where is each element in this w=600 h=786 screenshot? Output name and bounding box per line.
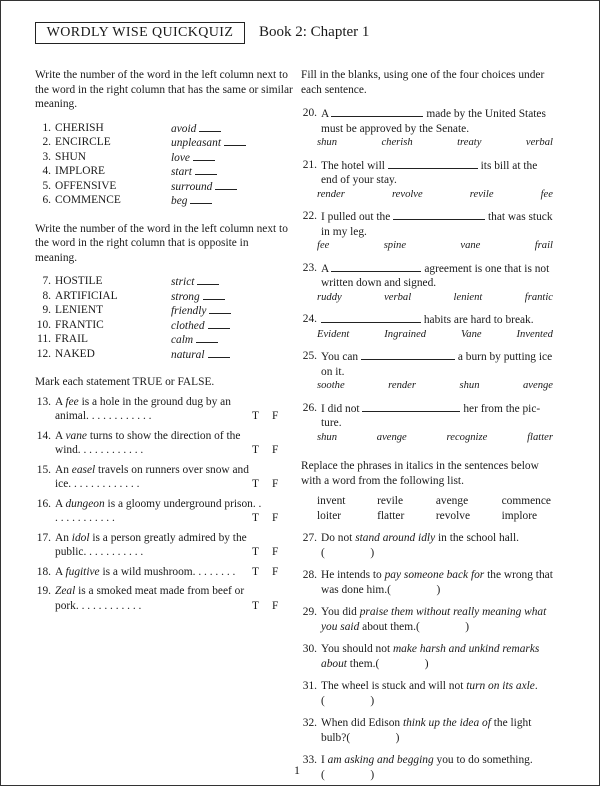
choice-option[interactable]: cherish xyxy=(381,137,413,148)
right-word: strong xyxy=(171,290,200,303)
choice-option[interactable]: treaty xyxy=(457,137,482,148)
sentence-start: A xyxy=(321,108,329,120)
answer-blank[interactable] xyxy=(209,303,231,314)
true-false-options xyxy=(252,409,292,424)
item-number: 12. xyxy=(36,347,51,360)
item-number: 5. xyxy=(42,179,51,192)
item-number: 11. xyxy=(37,333,51,345)
quiz-title: WORDLY WISE QUICKQUIZ xyxy=(35,22,245,44)
item-number: 18. xyxy=(36,565,51,578)
answer-blank[interactable] xyxy=(361,349,455,360)
replace-item xyxy=(301,679,553,708)
true-false-item xyxy=(35,531,293,560)
choice-option[interactable]: shun xyxy=(317,431,338,443)
italic-phrase: turn on its axle xyxy=(466,680,535,692)
right-word: surround xyxy=(171,180,213,193)
item-number: 2. xyxy=(42,136,51,148)
true-false-item xyxy=(35,463,293,492)
false-option[interactable]: F xyxy=(272,444,279,456)
statement-pre: A xyxy=(55,497,66,510)
question-24 xyxy=(301,312,553,342)
choice-option[interactable]: frail xyxy=(534,240,553,251)
item-number: 17. xyxy=(36,531,51,544)
statement-post: turns to show the direction of the wind. . . . . . . . . . . . xyxy=(55,429,241,456)
sentence-end: that was stuck in my leg. xyxy=(321,211,553,238)
choice-option[interactable]: Evident xyxy=(317,328,350,340)
answer-parentheses[interactable]: ( ) xyxy=(415,620,470,633)
answer-blank[interactable] xyxy=(388,158,478,169)
italic-phrase: praise them without really meaning what you said xyxy=(321,606,547,633)
item-number: 4. xyxy=(42,165,51,177)
question-20 xyxy=(301,106,553,151)
sentence-start: You can xyxy=(321,351,359,363)
choice-option[interactable]: lenient xyxy=(453,291,483,303)
answer-blank[interactable] xyxy=(321,312,421,323)
right-word-with-blank xyxy=(171,274,219,290)
left-word: IMPLORE xyxy=(55,165,105,177)
left-word: LENIENT xyxy=(55,304,104,316)
answer-parentheses[interactable]: ( ) xyxy=(321,768,375,781)
true-false-item xyxy=(35,497,293,526)
answer-parentheses[interactable]: ( ) xyxy=(375,657,429,670)
choice-option[interactable]: avenge xyxy=(523,380,553,391)
item-number: 3. xyxy=(42,150,51,163)
item-number: 14. xyxy=(36,429,51,442)
match-row xyxy=(35,318,293,333)
word-bank-item: flatter xyxy=(377,509,405,522)
sentence-end: a burn by putting ice on it. xyxy=(321,351,553,378)
answer-blank[interactable] xyxy=(393,209,485,220)
true-false-item xyxy=(35,584,293,613)
right-word-with-blank xyxy=(171,150,215,166)
replace-sentence xyxy=(321,568,553,597)
item-number: 33. xyxy=(302,754,317,766)
item-number: 30. xyxy=(302,643,317,655)
choice-option[interactable]: Ingrained xyxy=(384,328,427,340)
answer-blank[interactable] xyxy=(362,401,460,412)
right-word-with-blank xyxy=(171,135,246,151)
question-25 xyxy=(301,349,553,394)
statement-text xyxy=(55,497,267,526)
statement-pre: An xyxy=(55,463,72,476)
italic-phrase: am asking and begging xyxy=(327,754,434,766)
replace-instructions: Replace the phrases in italics in the sentences below with a word from the following list. xyxy=(301,460,539,487)
true-option[interactable]: T xyxy=(252,444,259,456)
false-option[interactable]: F xyxy=(272,410,279,422)
statement-post: is a person greatly admired by the public. . . . . . . . . . . xyxy=(55,531,247,558)
right-word: strict xyxy=(171,276,195,288)
match-row xyxy=(35,303,293,318)
choice-option[interactable]: flatter xyxy=(527,431,553,443)
statement-pre: A xyxy=(55,565,66,578)
answer-parentheses[interactable]: ( ) xyxy=(346,731,400,744)
sentence-end: her from the pic-ture. xyxy=(321,402,541,429)
right-word: unpleasant xyxy=(171,137,221,149)
replace-sentence xyxy=(321,679,553,708)
statement-pre: A xyxy=(55,395,66,408)
right-word-with-blank xyxy=(171,179,237,195)
item-number: 32. xyxy=(302,717,317,729)
item-number: 1. xyxy=(42,121,51,134)
statement-term: fugitive xyxy=(65,565,100,578)
statement-pre: A xyxy=(55,429,66,442)
fill-blank-instructions: Fill in the blanks, using one of the four choices under each sentence. xyxy=(301,69,545,96)
statement-text xyxy=(55,429,267,458)
statement-term: fee xyxy=(65,395,79,408)
italic-phrase: pay someone back for xyxy=(384,569,485,581)
answer-blank[interactable] xyxy=(331,261,421,272)
true-false-item xyxy=(35,429,293,458)
statement-text xyxy=(55,584,267,613)
question-22 xyxy=(301,209,553,254)
match-row xyxy=(35,179,293,194)
true-option[interactable]: T xyxy=(252,478,259,490)
sentence-pre: You should not xyxy=(321,643,393,655)
left-word: OFFENSIVE xyxy=(55,179,117,192)
choice-option[interactable]: render xyxy=(388,380,417,391)
left-word: FRANTIC xyxy=(55,318,104,331)
statement-post: is a wild mushroom. . . . . . . . xyxy=(99,565,236,578)
item-number: 10. xyxy=(36,318,51,331)
right-word: love xyxy=(171,151,190,164)
replace-list xyxy=(301,531,553,782)
answer-blank[interactable] xyxy=(190,193,212,204)
statement-text xyxy=(55,395,267,424)
choice-option[interactable]: ruddy xyxy=(317,291,342,303)
choices-24 xyxy=(317,328,553,343)
antonym-list xyxy=(35,274,293,361)
true-option[interactable]: T xyxy=(252,410,259,422)
left-word: ARTIFICIAL xyxy=(55,289,118,302)
answer-parentheses[interactable]: ( ) xyxy=(387,583,441,596)
statement-post: is a gloomy underground prison. . . . . . . . . . . . . xyxy=(55,497,262,524)
item-number: 13. xyxy=(36,395,51,408)
sentence-start: The hotel will xyxy=(321,159,385,172)
false-option[interactable]: F xyxy=(272,478,279,490)
choices-22 xyxy=(317,239,553,254)
match-row xyxy=(35,121,293,136)
sentence-pre: The wheel is stuck and will not xyxy=(321,680,467,692)
choice-option[interactable]: revolve xyxy=(391,188,423,200)
answer-blank[interactable] xyxy=(195,164,217,175)
question-number: 23. xyxy=(302,261,317,274)
true-false-options xyxy=(252,545,292,560)
choice-option[interactable]: Invented xyxy=(516,328,553,340)
answer-blank[interactable] xyxy=(331,106,423,117)
choices-23 xyxy=(317,291,553,306)
right-word-with-blank xyxy=(171,318,230,334)
italic-phrase: make harsh and unkind remarks about xyxy=(321,643,540,670)
question-number: 26. xyxy=(302,401,317,414)
item-number: 19. xyxy=(36,585,51,597)
choice-option[interactable]: Vane xyxy=(460,328,482,340)
item-number: 31. xyxy=(302,680,317,692)
choice-option[interactable]: spine xyxy=(383,240,407,251)
false-option[interactable]: F xyxy=(272,512,279,524)
sentence-post: in the school hall. xyxy=(435,532,519,544)
question-number: 21. xyxy=(302,158,317,171)
word-bank-item: implore xyxy=(501,509,538,522)
question-number: 24. xyxy=(302,313,317,325)
statement-text xyxy=(55,463,267,492)
left-word: SHUN xyxy=(55,150,87,163)
sentence-post: the wrong that was done him. xyxy=(321,569,553,596)
true-option[interactable]: T xyxy=(252,512,259,524)
true-option[interactable]: T xyxy=(252,599,259,612)
statement-term: dungeon xyxy=(65,497,105,510)
item-number: 7. xyxy=(42,275,51,287)
statement-text xyxy=(55,531,267,560)
sentence-start: I pulled out the xyxy=(321,211,391,223)
match-row xyxy=(35,135,293,150)
match-row xyxy=(35,164,293,179)
false-option[interactable]: F xyxy=(272,565,279,578)
replace-item xyxy=(301,753,553,782)
statement-post: is a smoked meat made from beef or pork. . . . . . . . . . . . xyxy=(55,585,245,612)
page-number: 1 xyxy=(294,763,300,777)
synonym-list xyxy=(35,121,293,208)
item-number: 28. xyxy=(302,569,317,581)
choice-option[interactable]: fee xyxy=(317,240,330,251)
sentence-pre: When did Edison xyxy=(321,717,403,729)
right-word-with-blank xyxy=(171,121,221,137)
right-word-with-blank xyxy=(171,332,218,348)
word-bank-item: commence xyxy=(501,495,551,507)
choice-option[interactable]: recognize xyxy=(446,431,488,443)
true-false-item xyxy=(35,565,293,580)
right-word-with-blank xyxy=(171,164,217,180)
answer-parentheses[interactable]: ( ) xyxy=(321,546,375,559)
replace-sentence xyxy=(321,531,553,560)
left-word: NAKED xyxy=(55,347,95,360)
italic-phrase: stand around idly xyxy=(355,532,436,544)
italic-phrase: think up the idea of xyxy=(402,717,491,729)
true-false-instructions: Mark each statement TRUE or FALSE. xyxy=(35,376,215,388)
sentence-pre: He intends to xyxy=(321,569,385,581)
right-word: start xyxy=(171,166,192,178)
answer-blank[interactable] xyxy=(208,318,230,329)
choice-option[interactable]: frantic xyxy=(524,291,553,303)
false-option[interactable]: F xyxy=(272,599,279,612)
question-number: 25. xyxy=(302,350,317,362)
item-number: 27. xyxy=(302,532,317,544)
item-number: 6. xyxy=(42,194,51,206)
statement-post: travels on runners over snow and ice. . . . . . . . . . . . . xyxy=(55,463,249,490)
replace-item xyxy=(301,716,553,745)
true-option[interactable]: T xyxy=(252,546,259,558)
right-word-with-blank xyxy=(171,289,225,305)
statement-post: is a hole in the ground dug by an animal. . . . . . . . . . . . xyxy=(55,395,231,422)
answer-blank[interactable] xyxy=(215,179,237,190)
choices-20 xyxy=(317,136,553,151)
left-word: HOSTILE xyxy=(55,275,103,287)
right-word-with-blank xyxy=(171,193,212,209)
item-number: 9. xyxy=(42,304,51,316)
word-bank-item: avenge xyxy=(435,495,469,507)
sentence-post: you to do something. xyxy=(433,754,533,766)
right-word: beg xyxy=(171,195,188,207)
sentence-end: habits are hard to break. xyxy=(423,314,534,326)
sentence-post: . xyxy=(534,680,538,692)
sentence-pre: I xyxy=(321,754,328,766)
true-false-list xyxy=(35,395,293,614)
true-false-options xyxy=(252,511,292,526)
right-column xyxy=(301,68,553,782)
statement-term: easel xyxy=(71,463,96,476)
question-21 xyxy=(301,158,553,203)
replace-sentence xyxy=(321,716,553,745)
word-bank-item: loiter xyxy=(317,509,342,522)
choices-26 xyxy=(317,431,553,446)
sentence-pre: You did xyxy=(321,606,360,618)
statement-pre: An xyxy=(55,531,72,544)
left-word: CHERISH xyxy=(55,121,104,134)
right-word: friendly xyxy=(171,305,207,317)
question-23 xyxy=(301,261,553,306)
answer-blank[interactable] xyxy=(193,150,215,161)
item-number: 16. xyxy=(36,497,51,510)
right-word: natural xyxy=(171,348,205,361)
sentence-post: the light bulb? xyxy=(321,717,532,744)
match-row xyxy=(35,274,293,289)
replace-sentence xyxy=(321,753,553,782)
replace-sentence xyxy=(321,605,553,634)
replace-item xyxy=(301,642,553,671)
true-false-options xyxy=(252,599,292,614)
question-number: 22. xyxy=(302,210,317,222)
left-word: ENCIRCLE xyxy=(55,136,111,148)
word-bank-item: invent xyxy=(317,495,346,507)
sentence-end: its bill at the end of your stay. xyxy=(321,159,538,186)
word-bank-item: revolve xyxy=(435,509,471,522)
choice-option[interactable]: shun xyxy=(317,137,338,148)
antonym-instructions: Write the number of the word in the left column next to the word in the right column that is opposite in meaning. xyxy=(35,222,288,264)
match-row xyxy=(35,193,293,208)
sentence-post: them. xyxy=(346,657,376,670)
chapter-subtitle: Book 2: Chapter 1 xyxy=(259,24,370,40)
sentence-start: I did not xyxy=(321,402,360,415)
right-word-with-blank xyxy=(171,347,230,363)
true-false-options xyxy=(252,565,292,580)
true-false-options xyxy=(252,443,292,458)
false-option[interactable]: F xyxy=(272,546,279,558)
true-false-options xyxy=(252,477,292,492)
true-option[interactable]: T xyxy=(252,565,259,578)
choice-option[interactable]: verbal xyxy=(384,291,412,303)
choice-option[interactable]: verbal xyxy=(525,137,553,148)
choice-option[interactable]: vane xyxy=(460,240,481,251)
choice-option[interactable]: shun xyxy=(459,380,480,391)
choice-option[interactable]: render xyxy=(317,188,345,200)
match-row xyxy=(35,150,293,165)
answer-blank[interactable] xyxy=(224,135,246,146)
question-number: 20. xyxy=(302,107,317,119)
answer-blank[interactable] xyxy=(199,121,221,132)
choice-option[interactable]: revile xyxy=(469,188,494,200)
left-word: FRAIL xyxy=(55,333,88,345)
word-bank-item: revile xyxy=(377,495,404,507)
replace-item xyxy=(301,568,553,597)
sentence-end: agreement is one that is not written down and signed. xyxy=(321,262,550,289)
choices-25 xyxy=(317,379,553,394)
answer-blank[interactable] xyxy=(196,332,218,343)
item-number: 29. xyxy=(302,606,317,618)
right-word: clothed xyxy=(171,319,205,332)
sentence-start: A xyxy=(321,262,329,275)
replace-item xyxy=(301,531,553,560)
item-number: 8. xyxy=(42,289,51,302)
left-word: COMMENCE xyxy=(55,194,121,206)
answer-parentheses[interactable]: ( ) xyxy=(321,694,375,707)
match-row xyxy=(35,332,293,347)
choices-21 xyxy=(317,188,553,203)
statement-text xyxy=(55,565,267,580)
answer-blank[interactable] xyxy=(203,289,225,300)
sentence-pre: Do not xyxy=(321,532,356,544)
choice-option[interactable]: soothe xyxy=(317,380,345,391)
left-column xyxy=(35,68,293,613)
statement-term: vane xyxy=(65,429,87,442)
match-row xyxy=(35,347,293,362)
sentence-post: about them. xyxy=(359,620,416,633)
synonym-instructions: Write the number of the word in the left column next to the word in the right column that has the same or similar meaning. xyxy=(35,69,293,110)
answer-blank[interactable] xyxy=(208,347,230,358)
right-word-with-blank xyxy=(171,303,231,319)
sentence-end: made by the United States must be approved by the Senate. xyxy=(321,108,546,135)
statement-term: Zeal xyxy=(55,585,76,597)
right-word: avoid xyxy=(171,122,197,135)
true-false-item xyxy=(35,395,293,424)
statement-term: idol xyxy=(71,531,90,544)
question-26 xyxy=(301,401,553,446)
choice-option[interactable]: avenge xyxy=(376,431,407,443)
match-row xyxy=(35,289,293,304)
replace-item xyxy=(301,605,553,634)
choice-option[interactable]: fee xyxy=(540,188,553,200)
replace-sentence xyxy=(321,642,553,671)
right-word: calm xyxy=(171,334,194,346)
word-bank xyxy=(317,494,551,523)
answer-blank[interactable] xyxy=(197,274,219,285)
item-number: 15. xyxy=(36,463,51,476)
